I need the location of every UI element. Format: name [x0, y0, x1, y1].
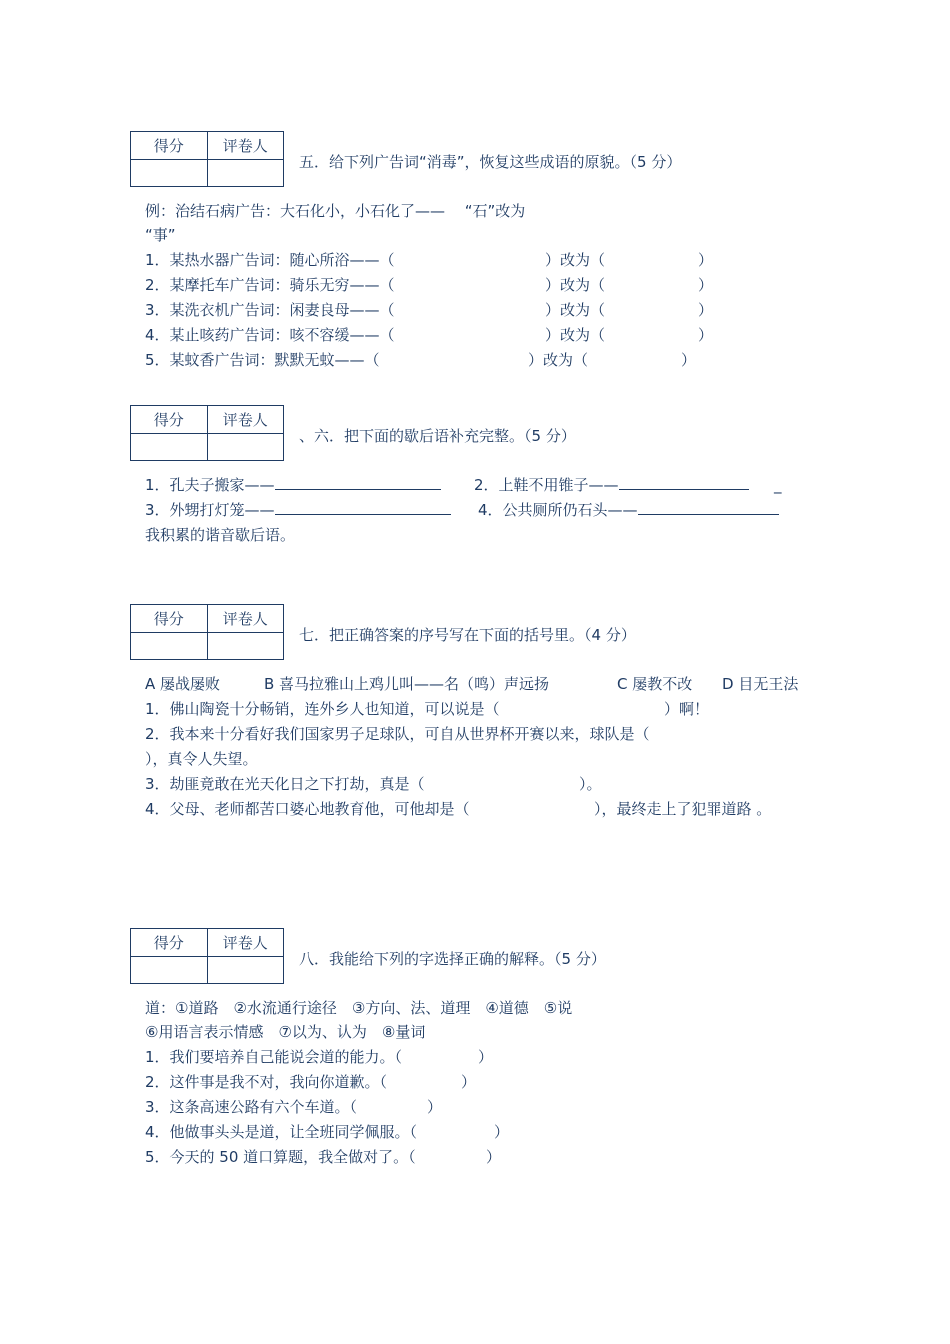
grader-header: 评卷人 — [207, 132, 284, 160]
score-header: 得分 — [131, 132, 208, 160]
section8-def-line2: ⑥用语言表示情感 ⑦以为、认为 ⑧量词 — [145, 1023, 426, 1041]
grader-cell[interactable] — [207, 632, 284, 660]
section7-item-2-line1: 2．我本来十分看好我们国家男子足球队，可自从世界杯开赛以来，球队是（ — [145, 725, 650, 743]
score-table-section8 — [130, 928, 284, 984]
section5-item-3 — [145, 299, 395, 321]
item-answer-close: ） — [494, 1123, 510, 1141]
item-text: 2．上鞋不用锥子—— — [474, 476, 619, 494]
section7-item-1-left: 1．佛山陶瓷十分畅销，连外乡人也知道，可以说是（ — [145, 700, 500, 718]
section7-item-4-left: 4．父母、老师都苦口婆心地教育他，可他却是（ — [145, 800, 470, 818]
section5-example-line2: “事” — [145, 226, 176, 244]
section6-item-3 — [145, 499, 451, 521]
item-text: 2．某摩托车广告词：骑乐无穷——（ — [145, 276, 395, 294]
answer-blank[interactable] — [619, 474, 749, 490]
section7-item-2-line2: ），真令人失望。 — [145, 750, 258, 768]
section6-item-4 — [478, 499, 779, 521]
score-table-section7 — [130, 604, 284, 660]
score-header: 得分 — [131, 929, 208, 957]
item-answer-open: ）改为（ — [545, 251, 606, 269]
section7-title: 七．把正确答案的序号写在下面的括号里。（4 分） — [299, 626, 636, 644]
option-a: A 屡战屡败 — [145, 675, 221, 693]
section8-item-5: 5．今天的 50 道口算题，我全做对了。（ — [145, 1148, 416, 1166]
score-cell[interactable] — [131, 632, 208, 660]
grader-cell[interactable] — [207, 159, 284, 187]
item-text: 3．某洗衣机广告词：闲妻良母——（ — [145, 301, 395, 319]
item-answer-close: ） — [427, 1098, 443, 1116]
grader-header: 评卷人 — [207, 929, 284, 957]
section8-item-3: 3．这条高速公路有六个车道。（ — [145, 1098, 358, 1116]
grader-cell[interactable] — [207, 956, 284, 984]
item-answer-open: ）改为（ — [545, 326, 606, 344]
option-c: C 屡教不改 — [617, 675, 693, 693]
item-answer-close: ） — [698, 251, 714, 269]
section8-def-line1: 道：①道路 ②水流通行途径 ③方向、法、道理 ④道德 ⑤说 — [145, 999, 573, 1017]
section6-footer: 我积累的谐音歇后语。 — [145, 526, 296, 544]
option-b: B 喜马拉雅山上鸡儿叫——名（鸣）声远扬 — [264, 675, 550, 693]
option-d: D 目无王法 — [722, 675, 799, 693]
item-text: 3．外甥打灯笼—— — [145, 501, 275, 519]
section7-item-4-right: ），最终走上了犯罪道路 。 — [594, 800, 772, 818]
section5-item-1 — [145, 249, 395, 271]
score-table-section5 — [130, 131, 284, 187]
item-answer-close: ） — [698, 276, 714, 294]
score-header: 得分 — [131, 605, 208, 633]
section8-item-1: 1．我们要培养自己能说会道的能力。（ — [145, 1048, 403, 1066]
section5-example-line1: 例：治结石病广告：大石化小，小石化了—— “石”改为 — [145, 202, 526, 220]
answer-blank[interactable] — [638, 499, 779, 515]
section6-item-2 — [474, 474, 749, 496]
score-cell[interactable] — [131, 956, 208, 984]
section5-item-2 — [145, 274, 395, 296]
item-answer-close: ） — [486, 1148, 502, 1166]
grader-header: 评卷人 — [207, 406, 284, 434]
section8-item-4: 4．他做事头头是道，让全班同学佩服。（ — [145, 1123, 418, 1141]
section6-item-2-tail: _ — [774, 476, 782, 494]
score-table-section6 — [130, 405, 284, 461]
section7-item-1-right: ）啊！ — [664, 700, 710, 718]
item-answer-close: ） — [478, 1048, 494, 1066]
item-text: 5．某蚊香广告词：默默无蚊——（ — [145, 351, 380, 369]
section5-title: 五．给下列广告词“消毒”，恢复这些成语的原貌。（5 分） — [299, 153, 682, 171]
item-answer-open: ）改为（ — [528, 351, 589, 369]
item-text: 1．某热水器广告词：随心所浴——（ — [145, 251, 395, 269]
item-answer-open: ）改为（ — [545, 301, 606, 319]
item-answer-open: ）改为（ — [545, 276, 606, 294]
score-cell[interactable] — [131, 159, 208, 187]
answer-blank[interactable] — [275, 474, 441, 490]
item-answer-close: ） — [698, 301, 714, 319]
item-answer-close: ） — [698, 326, 714, 344]
section7-item-3-left: 3．劫匪竟敢在光天化日之下打劫，真是（ — [145, 775, 425, 793]
section7-item-3-right: ）。 — [579, 775, 602, 793]
section5-item-5 — [145, 349, 380, 371]
item-answer-close: ） — [461, 1073, 477, 1091]
section8-item-2: 2．这件事是我不对，我向你道歉。（ — [145, 1073, 388, 1091]
score-cell[interactable] — [131, 433, 208, 461]
section8-title: 八．我能给下列的字选择正确的解释。（5 分） — [299, 950, 606, 968]
item-answer-close: ） — [681, 351, 697, 369]
item-text: 4．某止咳药广告词：咳不容缓——（ — [145, 326, 395, 344]
section6-title: 、六．把下面的歇后语补充完整。（5 分） — [299, 427, 576, 445]
item-text: 1．孔夫子搬家—— — [145, 476, 275, 494]
item-text: 4．公共厕所仍石头—— — [478, 501, 638, 519]
grader-header: 评卷人 — [207, 605, 284, 633]
section5-item-4 — [145, 324, 395, 346]
score-header: 得分 — [131, 406, 208, 434]
section6-item-1 — [145, 474, 441, 496]
answer-blank[interactable] — [275, 499, 451, 515]
grader-cell[interactable] — [207, 433, 284, 461]
